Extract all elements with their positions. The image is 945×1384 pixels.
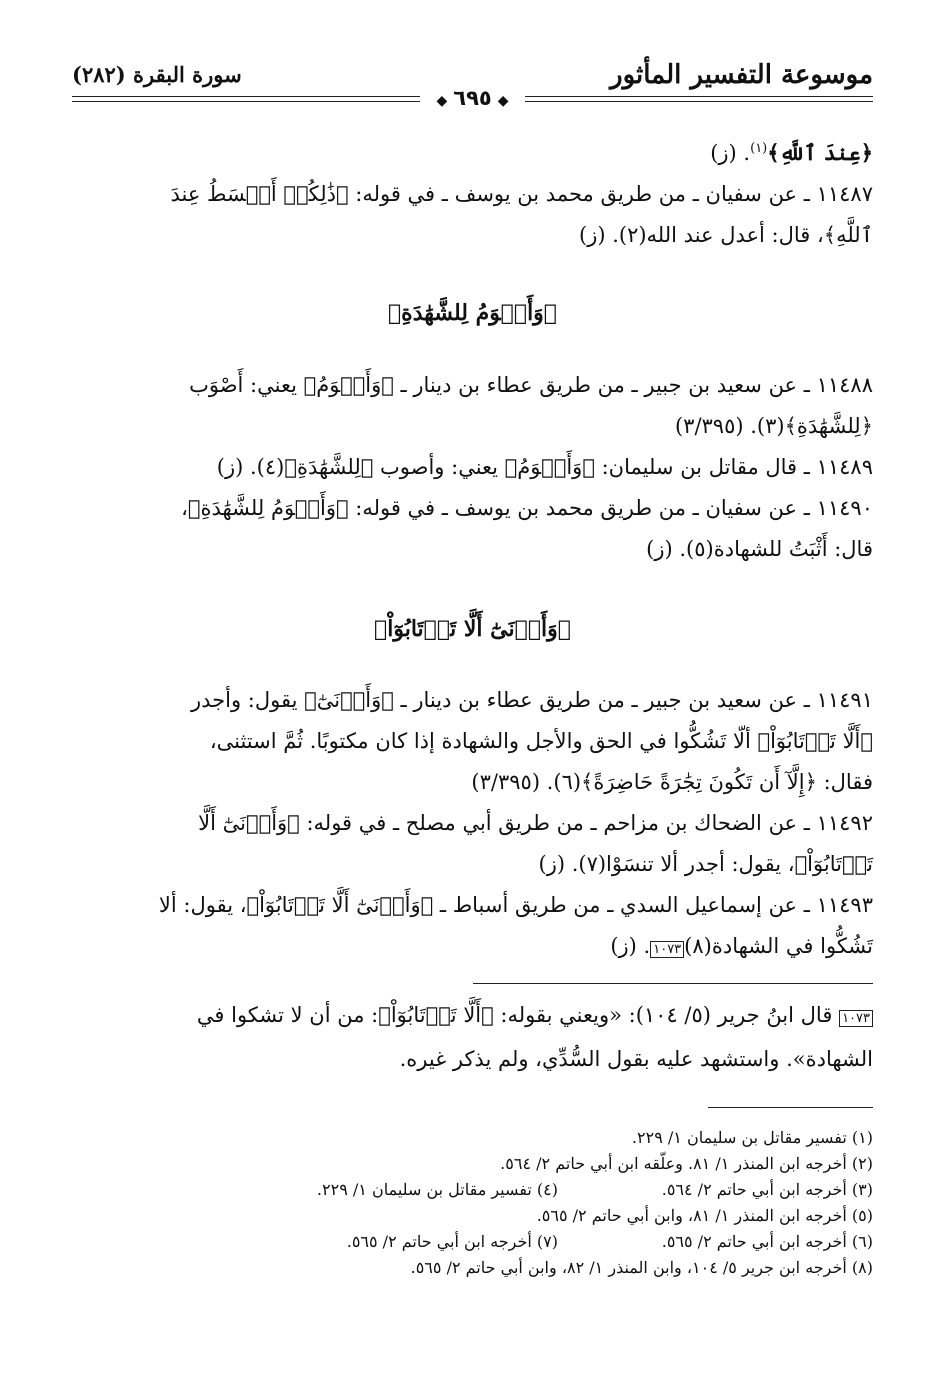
entry-text: تَشُكُّوا في الشهادة(٨) (684, 934, 873, 958)
footnote-row (72, 1255, 873, 1281)
footnote: (٧) أخرجه ابن أبي حاتم ٢/ ٥٦٥. (346, 1232, 558, 1251)
commentary-line (72, 995, 873, 1039)
commentary-text: قال ابنُ جرير (٥/ ١٠٤): «ويعني بقوله: ﴿أَلَّا تَرۡتَابُوٓاْ﴾: من أن لا تشكوا في (196, 1003, 833, 1027)
footnote-ref: (١) (750, 141, 768, 156)
entry-line: فقال: ﴿إِلَّآ أَن تَكُونَ تِجَٰرَةً حَاضِرَةً﴾(٦). (٣/٣٩٥) (471, 770, 873, 794)
footnote-row (72, 1125, 873, 1151)
commentary-block (72, 995, 873, 1079)
page-number-row (0, 86, 945, 110)
entry-line: ١١٤٩٣ ـ عن إسماعيل السدي ـ من طريق أسباط ـ ﴿وَأَدۡنَىٰٓ أَلَّا تَرۡتَابُوٓاْ﴾، يقول: ألا (158, 893, 873, 917)
entry-line: ١١٤٨٨ ـ عن سعيد بن جبير ـ من طريق عطاء بن دينار ـ ﴿وَأَقۡوَمُ﴾ يعني: أَصْوَب (189, 373, 873, 397)
page-number-text: ٦٩٥ (453, 86, 492, 110)
commentary-marker: ١٠٧٣ (839, 1010, 873, 1027)
entry-line: ١١٤٨٧ ـ عن سفيان ـ من طريق محمد بن يوسف ـ في قوله: ﴿ذَٰلِكُمۡ أَقۡسَطُ عِندَ (170, 182, 873, 206)
source-tag: . (ز) (710, 141, 751, 165)
section-heading: ﴿وَأَدۡنَىٰٓ أَلَّا تَرۡتَابُوٓاْ﴾ (374, 616, 571, 642)
page-number (420, 86, 524, 110)
commentary-marker: ١٠٧٣ (650, 941, 684, 958)
footnotes (72, 1125, 873, 1281)
section-body (72, 680, 873, 970)
footnote-row (72, 1177, 873, 1203)
top-entries (72, 132, 873, 256)
footnote: (٣) أخرجه ابن أبي حاتم ٢/ ٥٦٤. (661, 1180, 873, 1199)
footnote: (٢) أخرجه ابن المنذر ١/ ٨١. وعلّقه ابن أبي حاتم ٢/ ٥٦٤. (500, 1154, 873, 1173)
intro-line (72, 132, 873, 174)
entry-line: ١١٤٨٩ ـ قال مقاتل بن سليمان: ﴿وَأَقۡوَمُ﴾ يعني: وأصوب ﴿لِلشَّهَٰدَةِ﴾(٤). (ز) (216, 455, 873, 479)
ornament-icon: ◆ (497, 93, 509, 109)
footnote: (٥) أخرجه ابن المنذر ١/ ٨١، وابن أبي حاتم ٢/ ٥٦٥. (536, 1206, 873, 1225)
footnote: (٨) أخرجه ابن جرير ٥/ ١٠٤، وابن المنذر ١/ ٨٢، وابن أبي حاتم ٢/ ٥٦٥. (410, 1258, 873, 1277)
footnote-row (72, 1151, 873, 1177)
commentary-line: الشهادة». واستشهد عليه بقول السُّدِّي، ولم يذكر غيره. (399, 1047, 873, 1071)
footnote: (٦) أخرجه ابن أبي حاتم ٢/ ٥٦٥. (661, 1232, 873, 1251)
ornament-icon: ◆ (436, 93, 448, 109)
footnote-row (72, 1203, 873, 1229)
entry-line: ﴿أَلَّا تَرۡتَابُوٓاْ﴾ ألّا تَشُكُّوا في الحق والأجل والشهادة إذا كان مكتوبًا. ثُمَّ استثنى، (209, 729, 873, 753)
entry-line: تَرۡتَابُوٓاْ﴾، يقول: أجدر ألا تنسَوْا(٧). (ز) (538, 852, 873, 876)
section-body (72, 365, 873, 570)
commentary-separator (473, 983, 873, 984)
quran-quote: ﴿عِندَ ٱللَّهِ﴾ (767, 140, 873, 165)
footnote: (١) تفسير مقاتل بن سليمان ١/ ٢٢٩. (631, 1128, 873, 1147)
entry-line: ١١٤٩٢ ـ عن الضحاك بن مزاحم ـ من طريق أبي مصلح ـ في قوله: ﴿وَأَدۡنَىٰٓ أَلَّا (198, 811, 873, 835)
footnote: (٤) تفسير مقاتل بن سليمان ١/ ٢٢٩. (316, 1180, 558, 1199)
entry-line: ١١٤٩٠ ـ عن سفيان ـ من طريق محمد بن يوسف ـ في قوله: ﴿وَأَقۡوَمُ لِلشَّهَٰدَةِ﴾، (181, 496, 873, 520)
surah-reference: سورة البقرة (٢٨٢) (72, 62, 242, 87)
footnote-row (72, 1229, 873, 1255)
source-tag: . (ز) (610, 934, 651, 958)
book-title: موسوعة التفسير المأثور (610, 60, 873, 90)
entry-line (72, 926, 873, 970)
section-heading: ﴿وَأَقۡوَمُ لِلشَّهَٰدَةِ﴾ (387, 300, 558, 326)
entry-line: ٱللَّهِ﴾، قال: أعدل عند الله(٢). (ز) (579, 223, 873, 247)
entry-line: ﴿لِلشَّهَٰدَةِ﴾(٣). (٣/٣٩٥) (674, 414, 873, 438)
entry-line: ١١٤٩١ ـ عن سعيد بن جبير ـ من طريق عطاء بن دينار ـ ﴿وَأَدۡنَىٰٓ﴾ يقول: وأجدر (191, 688, 873, 712)
footnote-rule (708, 1107, 873, 1108)
entry-line: قال: أَثْبَتُ للشهادة(٥). (ز) (646, 537, 873, 561)
